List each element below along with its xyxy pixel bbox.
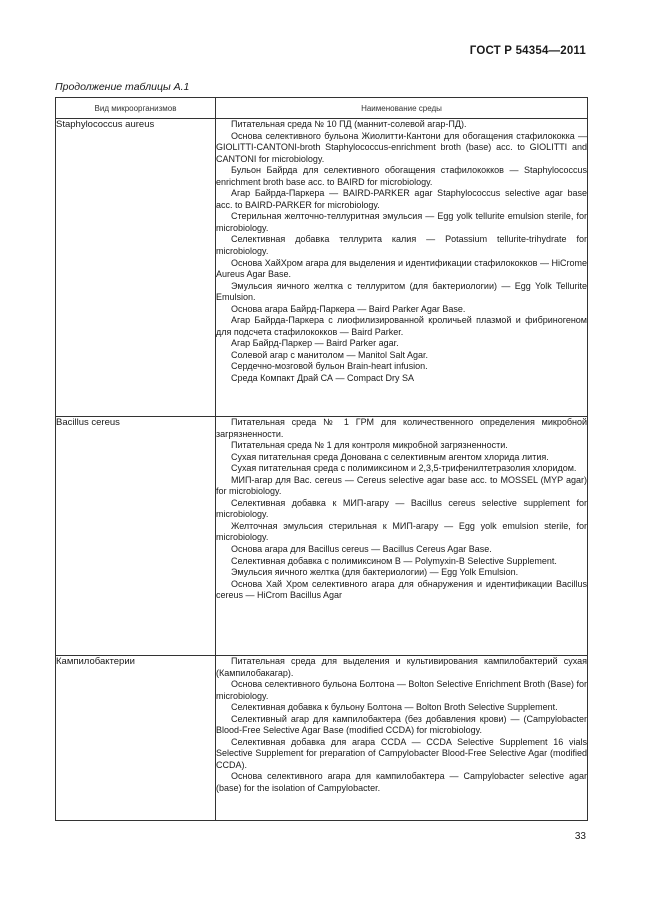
media-item: Селективная добавка к бульону Болтона — Bolton Broth Selective Supplement. — [231, 702, 558, 713]
media-item: Желточная эмульсия стерильная к МИП-агару — Egg yolk emulsion sterile, for microbiology. — [216, 520, 587, 543]
organism-name: Staphylococcus aureus — [56, 119, 216, 417]
media-item: Сухая питательная среда Донована с селективным агентом хлорида лития. — [231, 451, 549, 462]
column-header-media: Наименование среды — [216, 98, 588, 119]
media-item: Питательная среда № 1 ГРМ для количественного определения микробной загрязненности. — [216, 417, 587, 439]
table-row — [56, 119, 588, 417]
document-code: ГОСТ Р 54354—2011 — [469, 45, 586, 57]
media-item: Основа ХайХром агара для выделения и идентификации стафилококков — HiCrome Aureus Agar Base. — [216, 257, 587, 280]
media-list — [216, 119, 588, 417]
media-item: Солевой агар с манитолом — Manitol Salt Agar. — [231, 349, 428, 360]
media-table — [55, 97, 588, 821]
organism-name: Bacillus cereus — [56, 417, 216, 656]
table-header-row — [56, 98, 588, 119]
media-item: Основа селективного бульона Болтона — Bolton Selective Enrichment Broth (Base) for microbiology. — [216, 679, 587, 701]
media-item: МИП-агар для Bac. cereus — Cereus selective agar base acc. to MOSSEL (MYP agar) for microbiology. — [216, 474, 587, 497]
column-header-organism: Вид микроорганизмов — [56, 98, 216, 119]
media-item: Питательная среда № 10 ПД (маннит-солевой агар-ПД). — [231, 119, 467, 129]
media-item: Эмульсия яичного желтка с теллуритом (для бактериологии) — Egg Yolk Tellurite Emulsion. — [216, 280, 587, 303]
media-item: Сердечно-мозговой бульон Brain-heart infusion. — [231, 361, 428, 372]
media-list — [216, 417, 588, 656]
media-item: Селективная добавка теллурита калия — Potassium tellurite-trihydrate for microbiology. — [216, 234, 587, 257]
media-item: Селективный агар для кампилобактера (без добавления крови) — (Campylobacter Blood-Free Selective Agar Base (modified CCDA) for microbiology. — [216, 713, 587, 736]
media-item: Основа агара для Bacillus cereus — Bacillus Cereus Agar Base. — [231, 544, 492, 555]
media-item: Основа селективного агара для кампилобактера — Campylobacter selective agar (base) for the isolation of Campylobacter. — [216, 771, 587, 794]
media-item: Агар Байрда-Паркера с лиофилизированной кроличьей плазмой и фибриногеном для подсчета стафилококков — Baird Parker. — [216, 315, 587, 337]
table-row — [56, 656, 588, 821]
media-item: Агар Байрда-Паркера — BAIRD-PARKER agar Staphylococcus selective agar base acc. to BAIRD-PARKER for microbiology. — [216, 188, 587, 210]
media-item: Среда Компакт Драй СА — Compact Dry SA — [231, 373, 415, 384]
media-item: Основа селективного бульона Жиолитти-Кантони для обогащения стафилококка — GIOLITTI-CANTONI-broth Staphylococcus-enrichment broth (base) acc. to GIOLITTI and CANTONI for microbiology. — [216, 130, 587, 164]
organism-name: Кампилобактерии — [56, 656, 216, 821]
media-item: Питательная среда № 1 для контроля микробной загрязненности. — [231, 440, 508, 451]
table-caption: Продолжение таблицы А.1 — [55, 81, 190, 93]
media-item: Селективная добавка с полимиксином В — Polymyxin-B Selective Supplement. — [231, 555, 557, 566]
table-row — [56, 417, 588, 656]
media-item: Основа агара Байрд-Паркера — Baird Parker Agar Base. — [231, 303, 466, 314]
media-item: Основа Хай Хром селективного агара для обнаружения и идентификации Bacillus cereus — HiCrom Bacillus Agar — [216, 578, 587, 601]
media-item: Питательная среда для выделения и культивирования кампилобактерий сухая (Кампилобакагар). — [216, 656, 587, 678]
media-list — [216, 656, 588, 821]
media-item: Агар Байрд-Паркер — Baird Parker agar. — [231, 338, 399, 349]
media-item: Эмульсия яичного желтка (для бактериологии) — Egg Yolk Emulsion. — [231, 567, 519, 578]
page-number: 33 — [574, 831, 586, 842]
media-item: Селективная добавка к МИП-агару — Bacillus cereus selective supplement for microbiology. — [216, 497, 587, 520]
media-item: Сухая питательная среда с полимиксином и 2,3,5-трифенилтетразолия хлоридом. — [231, 463, 577, 474]
media-item: Селективная добавка для агара CCDA — CCDA Selective Supplement 16 vials Selective Supplement for preparation of Campylobacter Blood-Free Selective Agar (modified CCDA). — [216, 736, 587, 770]
media-item: Бульон Байрда для селективного обогащения стафилококков — Staphylococcus enrichment broth base acc. to BAIRD for microbiology. — [216, 165, 587, 187]
media-item: Стерильная желточно-теллуритная эмульсия — Egg yolk tellurite emulsion sterile, for microbiology. — [216, 211, 587, 233]
